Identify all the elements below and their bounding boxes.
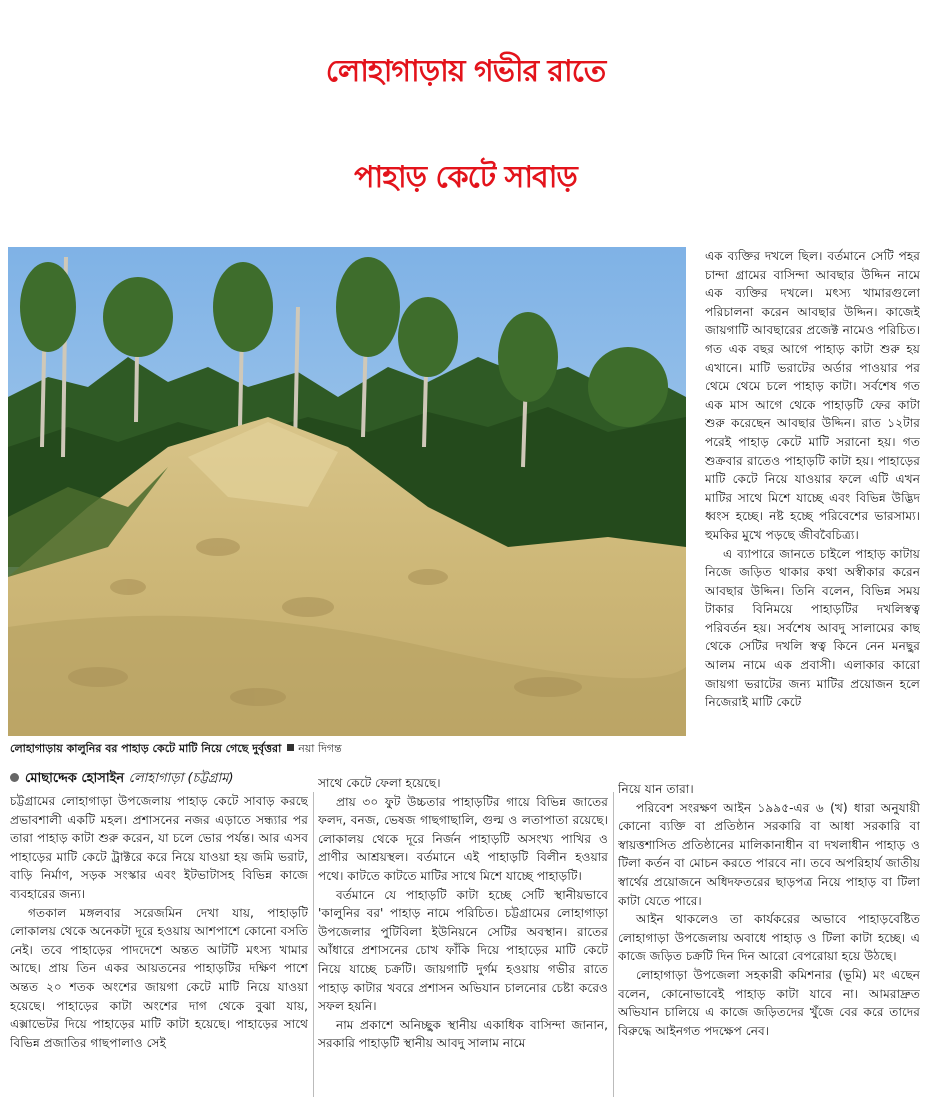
paragraph: চট্টগ্রামের লোহাগাড়া উপজেলায় পাহাড় কেটে সাবাড় করছে প্রভাবশালী একটি মহল। প্রশাসনের নজর এড়াতে সন্ধ্যার পর তারা পাহাড় কাটা শুরু করেন, যা চলে ভোর পর্যন্ত। আর এসব পাহাড়ের মাটি কেটে ট্রাক্টরে করে নিয়ে যাওয়া হয় জমি ভরাট, বাড়ি নির্মাণ, সড়ক সংস্কার এবং ইটভাটাসহ বিভিন্ন কাজে ব্যবহারের জন্য। (10, 794, 308, 901)
paragraph: গতকাল মঙ্গলবার সরেজমিন দেখা যায়, পাহাড়টি লোকালয় থেকে অনেকটা দূরে হওয়ায় আশপাশে কোনো বসতি নেই। তবে পাহাড়ের পাদদেশে অন্তত আটটি মৎস্য খামার আছে। প্রায় তিন একর আয়তনের পাহাড়টির দক্ষিণ পাশে অন্তত ২০ শতক অংশের জায়গা কেটে মাটি নিয়ে যাওয়া হয়েছে। পাহাড়ের কাটা অংশের দাগ থেকে বুঝা যায়, এক্সাভেটর দিয়ে পাহাড়ের মাটি কাটা হয়েছে। পাহাড়ের সাথে বিভিন্ন প্রজাতির গাছপালাও সেই (10, 905, 308, 1050)
article-column-right-top (705, 247, 920, 782)
paragraph: নিয়ে যান তারা। (618, 782, 694, 796)
paragraph: প্রায় ৩০ ফুট উচ্চতার পাহাড়টির গায়ে বিভিন্ন জাতের ফলদ, বনজ, ভেষজ গাছগাছালি, গুল্ম ও লতাপাতা রয়েছে। লোকালয় থেকে দূরে নির্জন পাহাড়টি অসংখ্য পাখির ও প্রাণীর আশ্রয়স্থল। বর্তমানে এই পাহাড়টি বিলীন হওয়ার পথে। কাটতে কাটতে মাটির সাথে মিশে যাচ্ছে পাহাড়টি। (318, 794, 608, 883)
article-column-right-bottom (618, 780, 920, 1103)
author-name: মোছাদ্দেক হোসাইন (25, 771, 125, 786)
photo-caption (10, 741, 690, 757)
hill-cutting-photo (8, 247, 686, 736)
byline (10, 770, 310, 788)
paragraph: পরিবেশ সংরক্ষণ আইন ১৯৯৫-এর ৬ (খ) ধারা অনুযায়ী কোনো ব্যক্তি বা প্রতিষ্ঠান সরকারি বা আধা সরকারি বা স্বায়ত্তশাসিত প্রতিষ্ঠানের মালিকানাধীন বা দখলাধীন পাহাড় ও টিলা কর্তন বা মোচন করতে পারবে না। তবে অপরিহার্য জাতীয় স্বার্থের প্রয়োজনে অধিদফতরের ছাড়পত্র নিয়ে পাহাড় বা টিলা কাটা যেতে পারে। (618, 800, 920, 908)
paragraph: সাথে কেটে ফেলা হয়েছে। (318, 776, 441, 790)
paragraph: আইন থাকলেও তা কার্যকরের অভাবে পাহাড়বেষ্টিত লোহাগাড়া উপজেলায় অবাধে পাহাড় ও টিলা কাটা হচ্ছে। এ কাজে জড়িত চক্রটি দিন দিন আরো বেপরোয়া হয়ে উঠছে। (618, 912, 920, 964)
news-photo (8, 247, 686, 736)
paragraph: এ ব্যাপারে জানতে চাইলে পাহাড় কাটায় নিজে জড়িত থাকার কথা অস্বীকার করেন আবছার উদ্দিন। তিনি বলেন, বিভিন্ন সময় টাকার বিনিময়ে পাহাড়টির দখলিস্বত্ব পরিবর্তন হয়। সর্বশেষ আবদু সালামের কাছ থেকে সেটির দখলি স্বত্ব কিনে নেন মনছুর আলম নামে এক প্রবাসী। এলাকার কারো জায়গা ভরাটের জন্য মাটির প্রয়োজন হলে নিজেরাই মাটি কেটে (705, 546, 920, 710)
paragraph: নাম প্রকাশে অনিচ্ছুক স্থানীয় একাধিক বাসিন্দা জানান, সরকারি পাহাড়টি স্থানীয় আবদু সালাম নামে (318, 1017, 608, 1051)
article-column-left (10, 792, 308, 1102)
caption-text: লোহাগাড়ায় কালুনির বর পাহাড় কেটে মাটি নিয়ে গেছে দুর্বৃত্তরা (10, 742, 282, 755)
byline-location: লোহাগাড়া (চট্টগ্রাম) (128, 771, 234, 786)
paragraph: লোহাগাড়া উপজেলা সহকারী কমিশনার (ভূমি) মং এছেন বলেন, কোনোভাবেই পাহাড় কাটা যাবে না। আমরাদ্রুত অভিযান চালিয়ে এ কাজে জড়িতদের খুঁজে বের করে তাদের বিরুদ্ধে আইনগত পদক্ষেপ নেব। (618, 967, 920, 1038)
paragraph: বর্তমানে যে পাহাড়টি কাটা হচ্ছে সেটি স্থানীয়ভাবে 'কালুনির বর' পাহাড় নামে পরিচিত। চট্টগ্রামের লোহাগাড়া উপজেলার পুটিবিলা ইউনিয়নে সেটির অবস্থান। রাতের আঁধারে প্রশাসনের চোখ ফাঁকি দিয়ে পাহাড়ের মাটি কেটে নিয়ে যাচ্ছে চক্রটি। জায়গাটি দুর্গম হওয়ায় গভীর রাতে পাহাড় কাটার খবরে প্রশাসন অভিযান চালনোর চেষ্টা করেও সফল হয়নি। (318, 887, 608, 1014)
headline-line-2: পাহাড় কেটে সাবাড় (354, 160, 577, 195)
bullet-icon (10, 773, 19, 782)
column-divider (313, 792, 314, 1097)
square-bullet-icon (287, 744, 294, 751)
paragraph: এক ব্যক্তির দখলে ছিল। বর্তমানে সেটি পহর চান্দা গ্রামের বাসিন্দা আবছার উদ্দিন নামে এক ব্যক্তির দখলে। মৎস্য খামারগুলো পরিচালনা করেন আবছার উদ্দিন। কাজেই জায়গাটি আবছারের প্রজেক্ট নামেও পরিচিত। গত এক বছর আগে পাহাড় কাটা শুরু হয় এখানে। মাটি ভরাটের অর্ডার পাওয়ার পর থেমে থেমে চলে পাহাড় কাটা। সর্বশেষ গত এক মাস আগে থেকে পাহাড়টি ফের কাটা শুরু করেছেন আবছার উদ্দিন। রাত ১২টার পরেই পাহাড় কেটে মাটি সরানো হয়। গত শুক্রবার রাতেও পাহাড়টি কাটা হয়। পাহাড়ের মাটি কেটে নিয়ে যাওয়ার ফলে এটি এখন মাটির সাথে মিশে যাচ্ছে এবং বিভিন্ন উদ্ভিদ ধ্বংস হচ্ছে। নষ্ট হচ্ছে পরিবেশের ভারসাম্য। হুমকির মুখে পড়ছে জীববৈচিত্র্য। (705, 249, 920, 542)
column-divider (613, 792, 614, 1097)
photo-credit: নয়া দিগন্ত (298, 742, 342, 755)
article-column-middle (318, 774, 608, 1103)
headline-line-1: লোহাগাড়ায় গভীর রাতে (325, 54, 606, 89)
